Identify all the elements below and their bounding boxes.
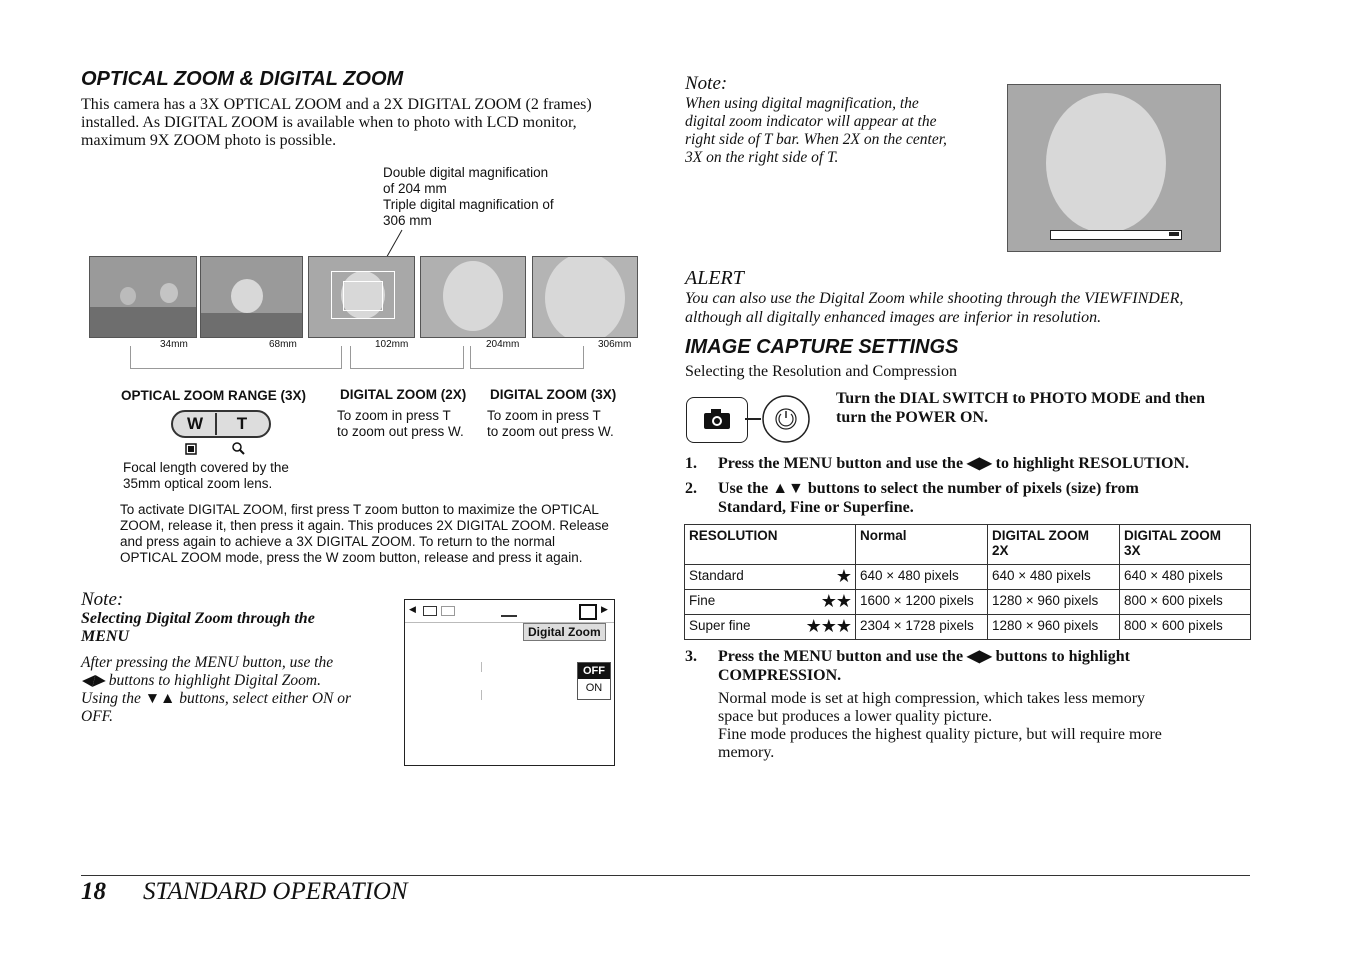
activate-line: To activate DIGITAL ZOOM, first press T zoom button to maximize the OPTICAL [120, 502, 599, 517]
photo-68mm [200, 256, 303, 338]
step-3-body-line: space but produces a lower quality picture. [718, 708, 993, 725]
quality-stars: ★★★ [805, 616, 851, 636]
focal-caption-line: 35mm optical zoom lens. [123, 476, 273, 491]
zoom-2x-instructions [337, 408, 464, 440]
zoom-3x-instructions [487, 408, 614, 440]
focal-label-102: 102mm [375, 339, 409, 350]
photo-102mm [308, 256, 415, 338]
alert-heading: ALERT [685, 267, 744, 289]
step-1-text: Press the MENU button and use the ◀▶ to highlight RESOLUTION. [718, 455, 1190, 472]
note-heading-left: Note: [81, 589, 124, 610]
dial-instruction-line: Turn the DIAL SWITCH to PHOTO MODE and then [836, 390, 1205, 407]
callout-line: Double digital magnification [383, 165, 549, 180]
zoom-frame-inner [343, 281, 383, 311]
callout-line: 306 mm [383, 213, 432, 228]
footer-section-title: STANDARD OPERATION [143, 878, 408, 905]
note-body-left [81, 654, 381, 726]
note-subheading [81, 610, 315, 646]
header-line: Normal [860, 528, 907, 543]
step-2-line: Use the ▲▼ buttons to select the number of pixels (size) from [718, 480, 1139, 497]
lcd-resolution-icon [423, 606, 437, 616]
zoom-indicator-bar [1050, 230, 1182, 240]
photo-mode-dial [686, 397, 748, 443]
intro-paragraph [81, 96, 661, 150]
quality-name: Fine [689, 593, 716, 608]
intro-line: installed. As DIGITAL ZOOM is available when to photo with LCD monitor, [81, 114, 577, 131]
lcd-left-arrow-icon: ◀ [409, 604, 416, 614]
lcd-right-arrow-icon: ▶ [601, 604, 608, 614]
table-cell-quality [685, 590, 856, 615]
step-3-body [718, 690, 1258, 762]
intro-line: This camera has a 3X OPTICAL ZOOM and a 2X DIGITAL ZOOM (2 frames) [81, 96, 592, 113]
table-cell: 800 × 600 pixels [1120, 590, 1251, 615]
dial-instruction-line: turn the POWER ON. [836, 409, 988, 426]
step-2-text [718, 479, 1258, 517]
capture-subheading: Selecting the Resolution and Compression [685, 363, 957, 380]
step-3-line: COMPRESSION. [718, 667, 842, 684]
step-3-line: Press the MENU button and use the ◀▶ buttons to highlight [718, 648, 1130, 665]
step-3-body-line: Fine mode produces the highest quality picture, but will require more [718, 726, 1162, 743]
note-subheading-line: MENU [81, 628, 130, 645]
note-heading-right: Note: [685, 73, 728, 94]
table-cell-quality [685, 615, 856, 640]
wt-zoom-button [171, 410, 271, 438]
focal-label-68: 68mm [269, 339, 297, 350]
lcd-quality-icon [441, 606, 455, 616]
table-cell: 640 × 480 pixels [988, 565, 1120, 590]
table-cell: 1600 × 1200 pixels [856, 590, 988, 615]
quality-name: Standard [689, 568, 744, 583]
step-3-body-line: Normal mode is set at high compression, which takes less memory [718, 690, 1146, 707]
zoom-2x-line: To zoom in press T [337, 408, 451, 423]
header-line: DIGITAL ZOOM [992, 528, 1089, 543]
header-line: 2X [992, 543, 1009, 558]
note-body-line: When using digital magnification, the [685, 95, 919, 112]
zoom-indicator-marker [1169, 232, 1179, 236]
w-button-label: W [175, 413, 217, 435]
photo-306mm [532, 256, 638, 338]
note-body-line: digital zoom indicator will appear at the [685, 113, 937, 130]
lcd-tick [481, 690, 482, 700]
zoom-3x-line: to zoom out press W. [487, 424, 614, 439]
header-line: 3X [1124, 543, 1141, 558]
step-2-number: 2. [685, 480, 697, 497]
step-3-text [718, 647, 1258, 685]
focal-label-204: 204mm [486, 339, 520, 350]
focal-caption-line: Focal length covered by the [123, 460, 289, 475]
note-body-line: 3X on the right side of T. [685, 149, 839, 166]
page-number: 18 [81, 878, 106, 905]
table-cell: 640 × 480 pixels [1120, 565, 1251, 590]
wide-angle-icon [185, 443, 197, 455]
activate-line: ZOOM, release it, then press it again. This produces 2X DIGITAL ZOOM. Release [120, 518, 609, 533]
step-1-number: 1. [685, 455, 697, 472]
header-optical-range: OPTICAL ZOOM RANGE (3X) [121, 388, 307, 403]
quality-stars: ★★ [820, 591, 851, 611]
zoom-2x-line: to zoom out press W. [337, 424, 464, 439]
step-3-body-line: memory. [718, 744, 775, 761]
lcd-digital-zoom-icon [579, 604, 597, 620]
step-3-number: 3. [685, 648, 697, 665]
photo-204mm [420, 256, 526, 338]
note-body-line: OFF. [81, 708, 114, 725]
power-dial-icon [758, 394, 812, 444]
lcd-option-on: ON [585, 682, 603, 694]
photo-34mm [89, 256, 197, 338]
activate-line: and press again to achieve a 3X DIGITAL ZOOM. To return to the normal [120, 534, 555, 549]
table-cell-quality [685, 565, 856, 590]
header-digital-3x: DIGITAL ZOOM (3X) [490, 387, 617, 402]
bracket-digital-3x [470, 346, 584, 369]
focal-caption [123, 460, 289, 492]
table-row [685, 565, 1251, 590]
note-body-line: right side of T bar. When 2X on the center, [685, 131, 947, 148]
callout-text [383, 165, 583, 229]
table-header-cell [988, 525, 1120, 565]
callout-line: of 204 mm [383, 181, 447, 196]
header-line: DIGITAL ZOOM [1124, 528, 1221, 543]
lcd-menu-bar [405, 600, 614, 623]
lcd-flash-icon [501, 605, 517, 617]
alert-line: although all digitally enhanced images are inferior in resolution. [685, 309, 1102, 326]
lcd-tick [481, 662, 482, 672]
focal-label-34: 34mm [160, 339, 188, 350]
zoom-3x-line: To zoom in press T [487, 408, 601, 423]
table-cell: 800 × 600 pixels [1120, 615, 1251, 640]
t-button-label: T [236, 414, 248, 433]
telephoto-magnifier-icon [231, 441, 245, 455]
camera-icon [703, 408, 731, 430]
note-body-line: ◀▶ buttons to highlight Digital Zoom. [81, 672, 322, 689]
table-cell: 640 × 480 pixels [856, 565, 988, 590]
note-subheading-line: Selecting Digital Zoom through the [81, 610, 315, 627]
header-digital-2x: DIGITAL ZOOM (2X) [340, 387, 467, 402]
alert-line: You can also use the Digital Zoom while shooting through the VIEWFINDER, [685, 290, 1184, 307]
focal-label-306: 306mm [598, 339, 632, 350]
intro-line: maximum 9X ZOOM photo is possible. [81, 132, 337, 149]
note-body-line: Using the ▼▲ buttons, select either ON or [81, 690, 352, 707]
quality-name: Super fine [689, 618, 751, 633]
alert-body [685, 289, 1255, 327]
section-heading-optical-zoom: OPTICAL ZOOM & DIGITAL ZOOM [81, 68, 404, 90]
table-header-cell [1120, 525, 1251, 565]
bracket-optical [130, 346, 342, 369]
callout-line: Triple digital magnification of [383, 197, 554, 212]
resolution-table [684, 524, 1251, 640]
baby-photo-zoom-indicator [1007, 84, 1221, 252]
bracket-digital-2x [350, 346, 464, 369]
note-body-right [685, 95, 995, 167]
table-header-cell [685, 525, 856, 565]
step-2-line: Standard, Fine or Superfine. [718, 499, 914, 516]
header-line: RESOLUTION [689, 528, 778, 543]
note-body-line: After pressing the MENU button, use the [81, 654, 334, 671]
table-cell: 2304 × 1728 pixels [856, 615, 988, 640]
table-cell: 1280 × 960 pixels [988, 590, 1120, 615]
lcd-menu-title: Digital Zoom [523, 623, 606, 641]
activate-line: OPTICAL ZOOM mode, press the W zoom button, release and press it again. [120, 550, 583, 565]
table-header-cell [856, 525, 988, 565]
lcd-option-off: OFF [578, 663, 610, 679]
table-header-row [685, 525, 1251, 565]
lcd-option-box [577, 662, 611, 700]
activate-paragraph [120, 502, 640, 566]
table-cell: 1280 × 960 pixels [988, 615, 1120, 640]
lcd-menu-screen [404, 599, 615, 766]
dial-instruction [836, 389, 1256, 427]
table-row [685, 615, 1251, 640]
section-heading-image-capture: IMAGE CAPTURE SETTINGS [685, 336, 959, 358]
footer-rule [81, 875, 1250, 876]
quality-stars: ★ [835, 566, 851, 586]
table-row [685, 590, 1251, 615]
